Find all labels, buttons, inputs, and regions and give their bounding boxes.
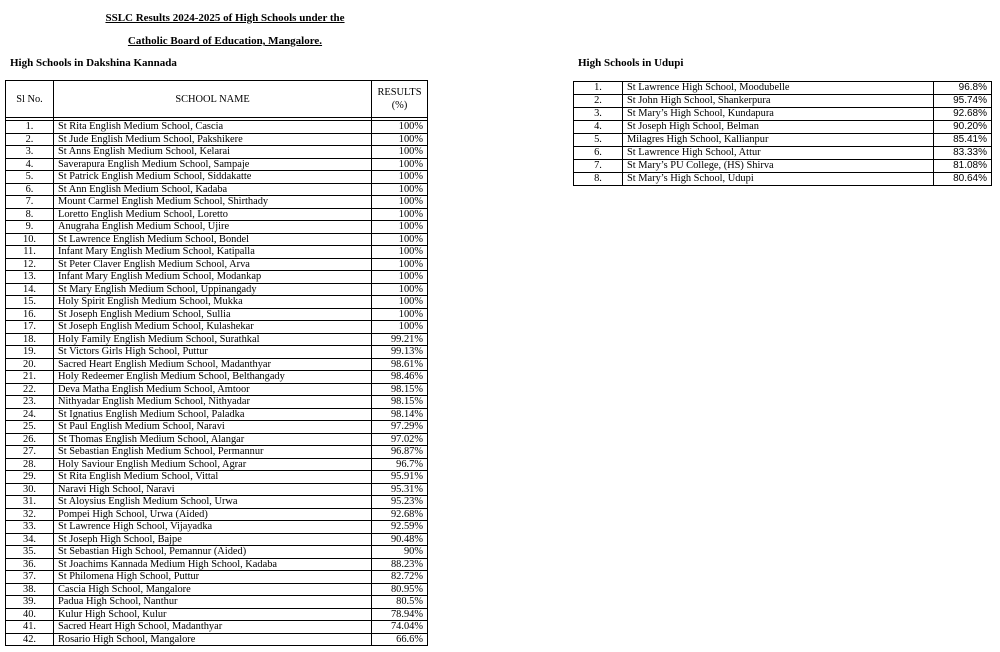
table-row bbox=[6, 621, 428, 634]
results-header-label: RESULTS bbox=[377, 87, 422, 98]
table-row bbox=[6, 533, 428, 546]
school-name-cell: St Sebastian English Medium School, Permannur bbox=[54, 446, 372, 459]
result-cell: 98.15% bbox=[372, 396, 428, 409]
table-row bbox=[6, 371, 428, 384]
table-row bbox=[6, 396, 428, 409]
table-row bbox=[6, 546, 428, 559]
result-cell: 100% bbox=[372, 171, 428, 184]
serial-number-cell: 32. bbox=[6, 508, 54, 521]
school-name-cell: St Joachims Kannada Medium High School, Kadaba bbox=[54, 558, 372, 571]
serial-number-cell: 12. bbox=[6, 258, 54, 271]
table-row bbox=[6, 158, 428, 171]
serial-number-cell: 11. bbox=[6, 246, 54, 259]
result-cell: 96.8% bbox=[934, 82, 992, 95]
table-row bbox=[6, 258, 428, 271]
result-cell: 100% bbox=[372, 283, 428, 296]
table-row bbox=[6, 596, 428, 609]
school-name-cell: Nithyadar English Medium School, Nithyadar bbox=[54, 396, 372, 409]
result-cell: 80.5% bbox=[372, 596, 428, 609]
table-row bbox=[574, 160, 992, 173]
serial-number-cell: 36. bbox=[6, 558, 54, 571]
table-row bbox=[6, 146, 428, 159]
serial-number-cell: 41. bbox=[6, 621, 54, 634]
school-name-cell: Holy Redeemer English Medium School, Belthangady bbox=[54, 371, 372, 384]
udupi-heading: High Schools in Udupi bbox=[578, 57, 684, 69]
result-cell: 100% bbox=[372, 233, 428, 246]
school-name-cell: Mount Carmel English Medium School, Shirthady bbox=[54, 196, 372, 209]
results-header-unit: (%) bbox=[391, 100, 408, 111]
school-name-cell: St Ann English Medium School, Kadaba bbox=[54, 183, 372, 196]
serial-number-cell: 33. bbox=[6, 521, 54, 534]
school-name-cell: St Peter Claver English Medium School, Arva bbox=[54, 258, 372, 271]
serial-number-cell: 1. bbox=[574, 82, 623, 95]
serial-number-cell: 27. bbox=[6, 446, 54, 459]
school-name-header: SCHOOL NAME bbox=[54, 81, 372, 118]
table-row bbox=[574, 147, 992, 160]
serial-number-cell: 30. bbox=[6, 483, 54, 496]
school-name-cell: St Sebastian High School, Pemannur (Aided) bbox=[54, 546, 372, 559]
table-row bbox=[6, 321, 428, 334]
result-cell: 100% bbox=[372, 296, 428, 309]
serial-number-cell: 37. bbox=[6, 571, 54, 584]
result-cell: 97.02% bbox=[372, 433, 428, 446]
table-row bbox=[6, 571, 428, 584]
serial-number-cell: 28. bbox=[6, 458, 54, 471]
table-row bbox=[6, 296, 428, 309]
table-row bbox=[6, 508, 428, 521]
school-name-cell: St Aloysius English Medium School, Urwa bbox=[54, 496, 372, 509]
school-name-cell: St Victors Girls High School, Puttur bbox=[54, 346, 372, 359]
result-cell: 80.64% bbox=[934, 173, 992, 186]
table-row bbox=[6, 608, 428, 621]
table-row bbox=[6, 271, 428, 284]
table-row bbox=[6, 133, 428, 146]
school-name-cell: St Thomas English Medium School, Alangar bbox=[54, 433, 372, 446]
result-cell: 97.29% bbox=[372, 421, 428, 434]
result-cell: 99.21% bbox=[372, 333, 428, 346]
serial-number-cell: 20. bbox=[6, 358, 54, 371]
serial-number-cell: 19. bbox=[6, 346, 54, 359]
school-name-cell: Infant Mary English Medium School, Modankap bbox=[54, 271, 372, 284]
table-row bbox=[6, 346, 428, 359]
school-name-cell: Holy Family English Medium School, Surathkal bbox=[54, 333, 372, 346]
school-name-cell: Infant Mary English Medium School, Katipalla bbox=[54, 246, 372, 259]
serial-number-cell: 26. bbox=[6, 433, 54, 446]
table-row bbox=[6, 496, 428, 509]
result-cell: 95.23% bbox=[372, 496, 428, 509]
school-name-cell: Anugraha English Medium School, Ujire bbox=[54, 221, 372, 234]
result-cell: 88.23% bbox=[372, 558, 428, 571]
table-row bbox=[6, 221, 428, 234]
serial-number-cell: 4. bbox=[574, 121, 623, 134]
results-header bbox=[372, 81, 428, 118]
table-row bbox=[6, 458, 428, 471]
school-name-cell: Sacred Heart English Medium School, Madanthyar bbox=[54, 358, 372, 371]
table-row bbox=[6, 246, 428, 259]
result-cell: 81.08% bbox=[934, 160, 992, 173]
school-name-cell: Cascia High School, Mangalore bbox=[54, 583, 372, 596]
udupi-rows bbox=[574, 82, 992, 186]
school-name-cell: Loretto English Medium School, Loretto bbox=[54, 208, 372, 221]
serial-number-cell: 29. bbox=[6, 471, 54, 484]
school-name-cell: Rosario High School, Mangalore bbox=[54, 633, 372, 646]
result-cell: 92.68% bbox=[934, 108, 992, 121]
result-cell: 98.61% bbox=[372, 358, 428, 371]
serial-number-cell: 2. bbox=[574, 95, 623, 108]
serial-number-cell: 17. bbox=[6, 321, 54, 334]
udupi-results-table bbox=[573, 81, 992, 186]
result-cell: 100% bbox=[372, 146, 428, 159]
result-cell: 100% bbox=[372, 221, 428, 234]
school-name-cell: St Joseph High School, Belman bbox=[623, 121, 934, 134]
result-cell: 99.13% bbox=[372, 346, 428, 359]
table-row bbox=[6, 283, 428, 296]
serial-number-cell: 31. bbox=[6, 496, 54, 509]
serial-number-cell: 4. bbox=[6, 158, 54, 171]
table-row bbox=[6, 308, 428, 321]
document-title-line-1: SSLC Results 2024-2025 of High Schools under the bbox=[105, 12, 345, 24]
table-row bbox=[6, 421, 428, 434]
result-cell: 100% bbox=[372, 271, 428, 284]
result-cell: 82.72% bbox=[372, 571, 428, 584]
serial-number-cell: 23. bbox=[6, 396, 54, 409]
school-name-cell: Deva Matha English Medium School, Amtoor bbox=[54, 383, 372, 396]
result-cell: 96.7% bbox=[372, 458, 428, 471]
serial-number-cell: 35. bbox=[6, 546, 54, 559]
school-name-cell: St Ignatius English Medium School, Paladka bbox=[54, 408, 372, 421]
result-cell: 100% bbox=[372, 183, 428, 196]
table-row bbox=[6, 208, 428, 221]
result-cell: 92.68% bbox=[372, 508, 428, 521]
result-cell: 78.94% bbox=[372, 608, 428, 621]
school-name-cell: Kulur High School, Kulur bbox=[54, 608, 372, 621]
school-name-cell: St Mary’s High School, Kundapura bbox=[623, 108, 934, 121]
table-row bbox=[6, 358, 428, 371]
serial-number-cell: 21. bbox=[6, 371, 54, 384]
result-cell: 98.46% bbox=[372, 371, 428, 384]
serial-number-cell: 14. bbox=[6, 283, 54, 296]
school-name-cell: St Mary English Medium School, Uppinangady bbox=[54, 283, 372, 296]
school-name-cell: Holy Saviour English Medium School, Agrar bbox=[54, 458, 372, 471]
serial-number-cell: 38. bbox=[6, 583, 54, 596]
result-cell: 100% bbox=[372, 121, 428, 134]
school-name-cell: St Paul English Medium School, Naravi bbox=[54, 421, 372, 434]
serial-number-cell: 40. bbox=[6, 608, 54, 621]
table-row bbox=[6, 583, 428, 596]
dakshina-kannada-rows bbox=[6, 121, 428, 646]
school-name-cell: St Joseph English Medium School, Sullia bbox=[54, 308, 372, 321]
result-cell: 100% bbox=[372, 133, 428, 146]
school-name-cell: Pompei High School, Urwa (Aided) bbox=[54, 508, 372, 521]
result-cell: 98.14% bbox=[372, 408, 428, 421]
school-name-cell: St Anns English Medium School, Kelarai bbox=[54, 146, 372, 159]
table-row bbox=[6, 121, 428, 134]
result-cell: 100% bbox=[372, 321, 428, 334]
result-cell: 92.59% bbox=[372, 521, 428, 534]
result-cell: 100% bbox=[372, 308, 428, 321]
school-name-cell: Holy Spirit English Medium School, Mukka bbox=[54, 296, 372, 309]
table-row bbox=[6, 433, 428, 446]
table-header-row bbox=[6, 81, 428, 118]
serial-number-cell: 16. bbox=[6, 308, 54, 321]
result-cell: 83.33% bbox=[934, 147, 992, 160]
result-cell: 90% bbox=[372, 546, 428, 559]
table-row bbox=[6, 196, 428, 209]
table-row bbox=[6, 383, 428, 396]
result-cell: 96.87% bbox=[372, 446, 428, 459]
table-row bbox=[574, 134, 992, 147]
result-cell: 100% bbox=[372, 196, 428, 209]
table-row bbox=[574, 173, 992, 186]
school-name-cell: Saverapura English Medium School, Sampaje bbox=[54, 158, 372, 171]
result-cell: 100% bbox=[372, 158, 428, 171]
school-name-cell: Padua High School, Nanthur bbox=[54, 596, 372, 609]
table-row bbox=[6, 483, 428, 496]
serial-number-cell: 7. bbox=[574, 160, 623, 173]
result-cell: 95.31% bbox=[372, 483, 428, 496]
school-name-cell: St Jude English Medium School, Pakshikere bbox=[54, 133, 372, 146]
school-name-cell: St Lawrence High School, Moodubelle bbox=[623, 82, 934, 95]
serial-number-cell: 6. bbox=[6, 183, 54, 196]
serial-number-cell: 6. bbox=[574, 147, 623, 160]
result-cell: 74.04% bbox=[372, 621, 428, 634]
serial-number-cell: 1. bbox=[6, 121, 54, 134]
table-row bbox=[6, 171, 428, 184]
serial-number-cell: 8. bbox=[574, 173, 623, 186]
result-cell: 95.74% bbox=[934, 95, 992, 108]
serial-number-cell: 3. bbox=[574, 108, 623, 121]
table-row bbox=[574, 108, 992, 121]
result-cell: 100% bbox=[372, 258, 428, 271]
serial-number-cell: 5. bbox=[574, 134, 623, 147]
school-name-cell: Sacred Heart High School, Madanthyar bbox=[54, 621, 372, 634]
school-name-cell: Milagres High School, Kallianpur bbox=[623, 134, 934, 147]
sl-no-header: Sl No. bbox=[6, 81, 54, 118]
table-row bbox=[6, 233, 428, 246]
result-cell: 100% bbox=[372, 208, 428, 221]
serial-number-cell: 13. bbox=[6, 271, 54, 284]
serial-number-cell: 10. bbox=[6, 233, 54, 246]
serial-number-cell: 18. bbox=[6, 333, 54, 346]
table-row bbox=[6, 446, 428, 459]
result-cell: 95.91% bbox=[372, 471, 428, 484]
school-name-cell: St Philomena High School, Puttur bbox=[54, 571, 372, 584]
dakshina-kannada-heading: High Schools in Dakshina Kannada bbox=[10, 57, 177, 69]
school-name-cell: St Rita English Medium School, Vittal bbox=[54, 471, 372, 484]
table-row bbox=[6, 408, 428, 421]
document-title-line-2: Catholic Board of Education, Mangalore. bbox=[127, 35, 323, 47]
school-name-cell: Naravi High School, Naravi bbox=[54, 483, 372, 496]
serial-number-cell: 34. bbox=[6, 533, 54, 546]
serial-number-cell: 39. bbox=[6, 596, 54, 609]
result-cell: 98.15% bbox=[372, 383, 428, 396]
school-name-cell: St Joseph High School, Bajpe bbox=[54, 533, 372, 546]
result-cell: 100% bbox=[372, 246, 428, 259]
table-row bbox=[6, 471, 428, 484]
result-cell: 85.41% bbox=[934, 134, 992, 147]
school-name-cell: St Patrick English Medium School, Siddakatte bbox=[54, 171, 372, 184]
table-row bbox=[6, 558, 428, 571]
result-cell: 80.95% bbox=[372, 583, 428, 596]
serial-number-cell: 7. bbox=[6, 196, 54, 209]
school-name-cell: St Rita English Medium School, Cascia bbox=[54, 121, 372, 134]
serial-number-cell: 3. bbox=[6, 146, 54, 159]
serial-number-cell: 5. bbox=[6, 171, 54, 184]
serial-number-cell: 8. bbox=[6, 208, 54, 221]
table-row bbox=[574, 82, 992, 95]
school-name-cell: St Mary’s High School, Udupi bbox=[623, 173, 934, 186]
result-cell: 66.6% bbox=[372, 633, 428, 646]
result-cell: 90.20% bbox=[934, 121, 992, 134]
serial-number-cell: 2. bbox=[6, 133, 54, 146]
school-name-cell: St Lawrence High School, Attur bbox=[623, 147, 934, 160]
result-cell: 90.48% bbox=[372, 533, 428, 546]
table-row bbox=[6, 183, 428, 196]
serial-number-cell: 24. bbox=[6, 408, 54, 421]
serial-number-cell: 25. bbox=[6, 421, 54, 434]
school-name-cell: St Lawrence English Medium School, Bondel bbox=[54, 233, 372, 246]
table-row bbox=[574, 121, 992, 134]
table-row bbox=[6, 521, 428, 534]
school-name-cell: St Lawrence High School, Vijayadka bbox=[54, 521, 372, 534]
school-name-cell: St Mary’s PU College, (HS) Shirva bbox=[623, 160, 934, 173]
dakshina-kannada-results-table bbox=[5, 80, 428, 646]
serial-number-cell: 9. bbox=[6, 221, 54, 234]
school-name-cell: St Joseph English Medium School, Kulashekar bbox=[54, 321, 372, 334]
table-row bbox=[6, 633, 428, 646]
table-row bbox=[574, 95, 992, 108]
table-row bbox=[6, 333, 428, 346]
school-name-cell: St John High School, Shankerpura bbox=[623, 95, 934, 108]
serial-number-cell: 15. bbox=[6, 296, 54, 309]
serial-number-cell: 22. bbox=[6, 383, 54, 396]
serial-number-cell: 42. bbox=[6, 633, 54, 646]
